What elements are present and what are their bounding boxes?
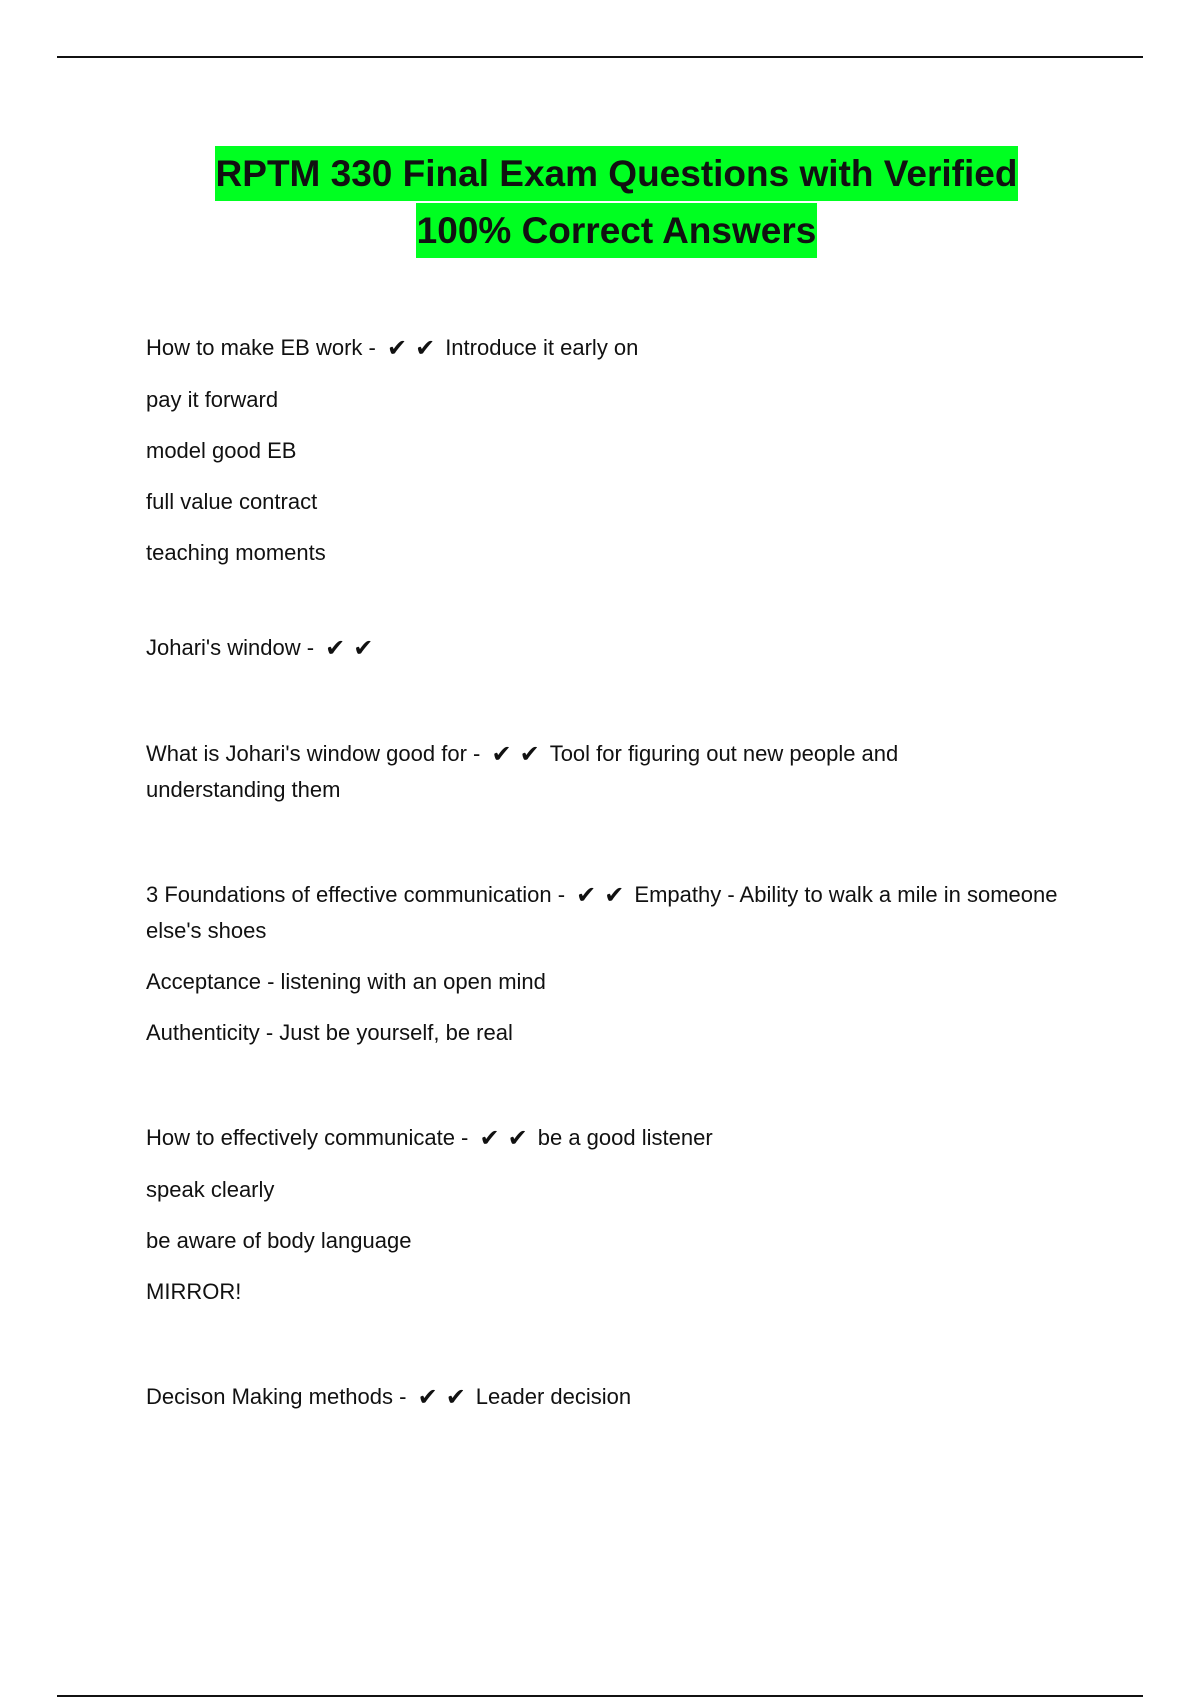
title-line-2: 100% Correct Answers — [416, 203, 818, 258]
answer-text: MIRROR! — [146, 1279, 242, 1304]
answer-text: be aware of body language — [146, 1228, 412, 1253]
double-check-icon: ✔✔ — [479, 1124, 536, 1152]
answer-text: Introduce it early on — [445, 335, 639, 360]
answer-text: full value contract — [146, 489, 318, 514]
question-text: What is Johari's window good for - — [146, 741, 481, 766]
answer-text: Tool for figuring out new people and understanding them — [146, 741, 899, 802]
answer-text: Empathy - Ability to walk a mile in someone else's shoes — [146, 882, 1058, 943]
qa-entry — [146, 877, 1066, 1050]
double-check-icon: ✔✔ — [325, 634, 382, 662]
answer-text: pay it forward — [146, 387, 279, 412]
double-check-icon: ✔✔ — [491, 740, 548, 768]
qa-entry — [146, 736, 1066, 807]
answer-text: teaching moments — [146, 540, 326, 565]
answer-text: Leader decision — [475, 1384, 632, 1409]
qa-entry — [146, 630, 1066, 666]
answer-text: be a good listener — [537, 1125, 713, 1150]
answer-text: Acceptance - listening with an open mind — [146, 969, 546, 994]
document-title — [0, 146, 1200, 258]
double-check-icon: ✔✔ — [417, 1383, 474, 1411]
answer-text: Authenticity - Just be yourself, be real — [146, 1020, 513, 1045]
top-rule — [57, 56, 1143, 58]
qa-list — [146, 330, 1066, 1415]
question-text: Decison Making methods - — [146, 1384, 407, 1409]
question-text: How to effectively communicate - — [146, 1125, 469, 1150]
answer-text: model good EB — [146, 438, 297, 463]
question-text: How to make EB work - — [146, 335, 376, 360]
qa-entry — [146, 1379, 1066, 1415]
question-text: 3 Foundations of effective communication - — [146, 882, 566, 907]
title-line-1: RPTM 330 Final Exam Questions with Verified — [215, 146, 1019, 201]
qa-entry — [146, 1120, 1066, 1309]
question-text: Johari's window - — [146, 635, 315, 660]
double-check-icon: ✔✔ — [576, 881, 633, 909]
bottom-rule — [57, 1695, 1143, 1697]
qa-entry — [146, 330, 1066, 570]
double-check-icon: ✔✔ — [386, 334, 444, 362]
answer-text: speak clearly — [146, 1177, 275, 1202]
